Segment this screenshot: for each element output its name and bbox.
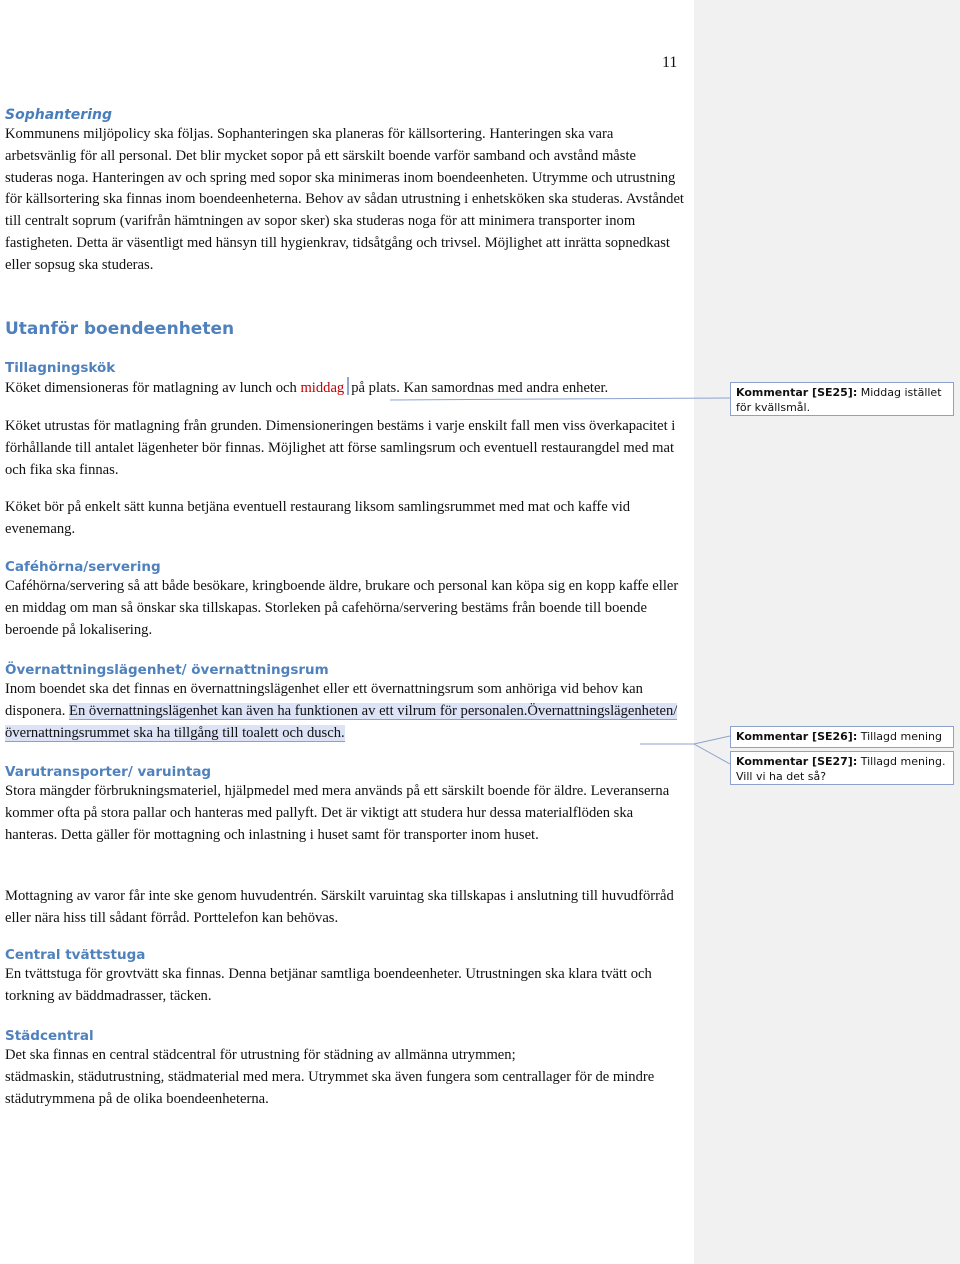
inserted-text-se26[interactable]: En övernattningslägenhet kan även ha funktionen av ett vilrum för personalen. <box>69 702 528 719</box>
inserted-text-se27[interactable]: Övernattningslägenheten/ övernattningsrummet ska ha tillgång till toalett och dusch. <box>5 702 678 741</box>
paragraph-tillagningskok-2: Köket utrustas för matlagning från grunden. Dimensioneringen bestäms i varje enskilt fall men viss överkapacitet i förhållande till antalet lägenheter bör finnas. Möjlighet att förse samlingsrum och eventuell restaurangdel med mat och fika ska finnas. <box>5 418 676 478</box>
section-tvattstuga <box>5 946 685 1008</box>
heading-utanfor-boendeenheten: Utanför boendeenheten <box>5 319 235 339</box>
heading-central-tvattstuga: Central tvättstuga <box>5 947 146 963</box>
paragraph-stadcentral-line-2: städmaskin, städutrustning, städmaterial med mera. Utrymmet ska även fungera som centrallager för de mindre städutrymmena på de olika boendeenheterna. <box>5 1068 655 1107</box>
comment-tag: Kommentar [SE27]: <box>736 755 858 768</box>
section-stadcentral <box>5 1027 685 1110</box>
section-cafehorna <box>5 558 685 641</box>
revision-mark <box>347 377 349 395</box>
section-overnattning <box>5 661 685 744</box>
heading-cafehorna: Caféhörna/servering <box>5 559 161 575</box>
heading-stadcentral: Städcentral <box>5 1028 94 1044</box>
section-varutransporter <box>5 763 685 846</box>
block-varutransporter-2 <box>5 886 685 930</box>
comment-se26[interactable] <box>730 726 954 748</box>
comment-margin-pane <box>694 0 960 1264</box>
text-segment: Inom boendet ska det finnas en övernattningslägenhet eller ett övernattningsrum som anhöriga vid behov kan disponera. <box>5 681 643 719</box>
paragraph-sophantering: Kommunens miljöpolicy ska följas. Sophanteringen ska planeras för källsortering. Hanteringen ska vara arbetsvänlig för all personal. Det blir mycket sopor på ett särskilt boende varför samband och avstånd måste studeras noga. Hanteringen av och spring med sopor ska minimeras inom boendeenheten. Utrymme och utrustning för källsortering ska finnas inom boendeenheterna. Behov av sådan utrustning i enhetsköken ska studeras. Avståndet till centralt soprum (varifrån hämtningen av sopor sker) ska studeras noga för att minimera transporter inom fastigheten. Detta är väsentligt med hänsyn till hygienkrav, tidsåtgång och trivsel. Möjlighet att inrätta sopnedkast eller sopsug ska studeras. <box>5 126 684 273</box>
block-tillagningskok-3 <box>5 497 685 541</box>
paragraph-cafehorna: Caféhörna/servering så att både besökare, kringboende äldre, brukare och personal kan köpa sig en kopp kaffe eller en middag om man så önskar ska tillskapas. Storleken på cafehörna/servering bestäms från boende till boende beroende på lokalisering. <box>5 578 679 638</box>
heading-overnattning: Övernattningslägenhet/ övernattningsrum <box>5 662 329 678</box>
text-segment: Köket dimensioneras för matlagning av lunch och <box>5 380 301 396</box>
deleted-text[interactable]: middag <box>300 380 345 396</box>
text-segment: på plats. Kan samordnas med andra enheter. <box>351 380 609 396</box>
block-tillagningskok-2 <box>5 416 685 481</box>
comment-se27[interactable] <box>730 751 954 785</box>
heading-varutransporter: Varutransporter/ varuintag <box>5 764 212 780</box>
paragraph-varutransporter-1: Stora mängder förbrukningsmateriel, hjälpmedel med mera används på ett särskilt boende för äldre. Leveranserna kommer ofta på stora pallar och hanteras med pallyft. Det är viktigt att studera hur dessa materialflöden ska hanteras. Detta gäller för mottagning och inlastning i huset samt för transporter inom huset. <box>5 783 670 843</box>
paragraph-tillagningskok-1 <box>5 377 685 400</box>
paragraph-overnattning <box>5 679 685 744</box>
paragraph-varutransporter-2: Mottagning av varor får inte ske genom huvudentrén. Särskilt varuintag ska tillskapas i anslutning till huvudförråd eller nära hiss till sådant förråd. Porttelefon kan behövas. <box>5 888 674 926</box>
paragraph-tillagningskok-3: Köket bör på enkelt sätt kunna betjäna eventuell restaurang liksom samlingsrummet med mat och kaffe vid evenemang. <box>5 499 631 537</box>
comment-se25[interactable] <box>730 382 954 416</box>
heading-tillagningskok: Tillagningskök <box>5 360 116 376</box>
section-tillagningskok <box>5 359 685 400</box>
section-utanfor <box>5 318 685 340</box>
comment-tag: Kommentar [SE26]: <box>736 730 858 743</box>
paragraph-tvattstuga: En tvättstuga för grovtvätt ska finnas. Denna betjänar samtliga boendeenheter. Utrustningen ska klara tvätt och torkning av bäddmadrasser, täcken. <box>5 966 652 1004</box>
heading-sophantering: Sophantering <box>5 107 112 123</box>
section-sophantering <box>5 106 685 277</box>
comment-text: Middag istället för kvällsmål. <box>736 386 942 414</box>
comment-text: Tillagd mening. Vill vi ha det så? <box>736 755 946 783</box>
page-number: 11 <box>662 54 678 71</box>
comment-tag: Kommentar [SE25]: <box>736 386 858 399</box>
paragraph-stadcentral-line-1: Det ska finnas en central städcentral för utrustning för städning av allmänna utrymmen; <box>5 1047 516 1063</box>
comment-text: Tillagd mening <box>860 730 942 743</box>
